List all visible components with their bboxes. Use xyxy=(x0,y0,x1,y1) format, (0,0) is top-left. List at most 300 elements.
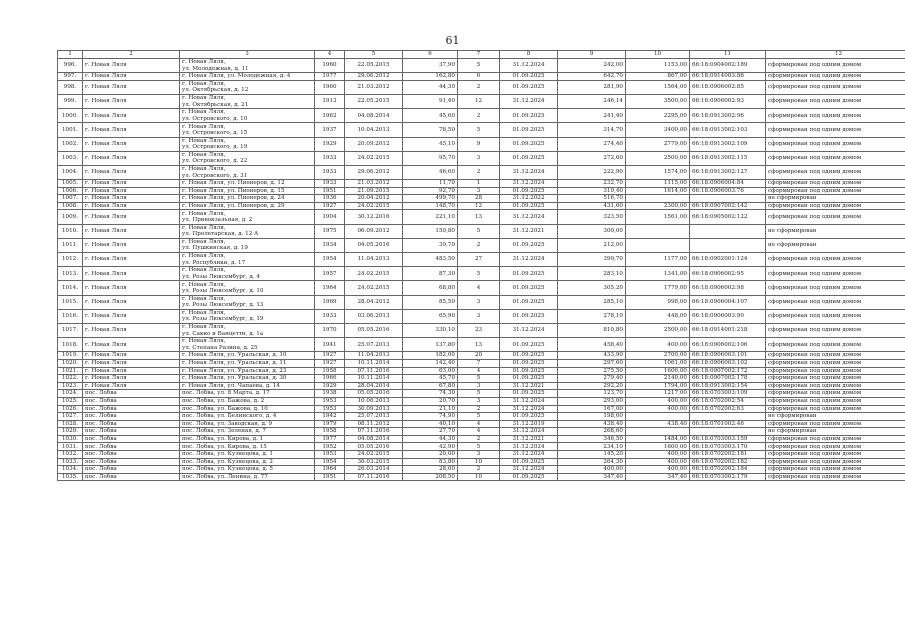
deadline-cell: 31.12.2024 xyxy=(500,451,558,459)
row-number-cell: 1023. xyxy=(58,382,83,390)
status-cell: не сформирован xyxy=(766,428,905,436)
value-1-cell: 242,00 xyxy=(558,59,626,73)
locality-cell: пос. Лобва xyxy=(83,397,180,405)
area-cell: 68,80 xyxy=(403,281,458,295)
area-cell: 148,70 xyxy=(403,202,458,210)
area-cell: 142,40 xyxy=(403,359,458,367)
cadastral-number-cell: 66:18:0906002:85 xyxy=(690,80,766,94)
value-2-cell: 1177,00 xyxy=(626,253,690,267)
address-line: г. Новая Ляля, xyxy=(182,224,226,231)
deadline-cell: 01.09.2025 xyxy=(500,123,558,137)
deadline-cell: 01.09.2025 xyxy=(500,267,558,281)
date-cell: 20.04.2012 xyxy=(345,195,403,203)
date-cell: 21.03.2012 xyxy=(345,180,403,188)
build-year-cell: 1951 xyxy=(315,187,345,195)
cadastral-number-cell xyxy=(690,224,766,238)
area-cell: 11,70 xyxy=(403,180,458,188)
status-cell: сформирован под одним домом xyxy=(766,109,905,123)
deadline-cell: 01.09.2025 xyxy=(500,295,558,309)
build-year-cell: 1958 xyxy=(315,428,345,436)
status-cell: сформирован под одним домом xyxy=(766,382,905,390)
value-2-cell: 1217,00 xyxy=(626,390,690,398)
address-cell xyxy=(180,435,315,443)
address-line: ул. Пролетарская, д. 12 А xyxy=(182,231,259,238)
build-year-cell: 1964 xyxy=(315,281,345,295)
address-line: г. Новая Ляля, ул. Пионеров, д. 29 xyxy=(182,202,285,209)
area-cell: 221,10 xyxy=(403,210,458,224)
build-year-cell: 1979 xyxy=(315,420,345,428)
locality-cell: пос. Лобва xyxy=(83,435,180,443)
column-number-row xyxy=(58,51,905,59)
count-cell: 2 xyxy=(458,80,500,94)
value-1-cell: 246,14 xyxy=(558,94,626,108)
address-cell xyxy=(180,367,315,375)
count-cell: 13 xyxy=(458,210,500,224)
deadline-cell: 31.12.2024 xyxy=(500,180,558,188)
deadline-cell: 31.12.2024 xyxy=(500,210,558,224)
date-cell: 24.02.2015 xyxy=(345,202,403,210)
table-row xyxy=(58,466,905,474)
address-line: г. Новая Ляля, xyxy=(182,123,226,130)
table-row xyxy=(58,109,905,123)
row-number-cell: 1009. xyxy=(58,210,83,224)
locality-cell: г. Новая Ляля xyxy=(83,73,180,81)
value-1-cell: 347,40 xyxy=(558,473,626,481)
count-cell: 3 xyxy=(458,309,500,323)
table-row xyxy=(58,295,905,309)
table-row xyxy=(58,238,905,252)
address-cell xyxy=(180,323,315,337)
value-1-cell: 319,40 xyxy=(558,187,626,195)
cadastral-number-cell: 66:18:0906002:93 xyxy=(690,94,766,108)
locality-cell: г. Новая Ляля xyxy=(83,267,180,281)
cadastral-number-cell: 66:18:0906003:101 xyxy=(690,352,766,360)
table-row xyxy=(58,435,905,443)
area-cell: 162,80 xyxy=(403,73,458,81)
date-cell: 30.12.2016 xyxy=(345,210,403,224)
status-cell: сформирован под одним домом xyxy=(766,59,905,73)
status-cell: сформирован под одним домом xyxy=(766,295,905,309)
locality-cell: г. Новая Ляля xyxy=(83,253,180,267)
column-header: 12 xyxy=(766,51,905,59)
row-number-cell: 1035. xyxy=(58,473,83,481)
date-cell: 20.09.2012 xyxy=(345,137,403,151)
status-cell: сформирован под одним домом xyxy=(766,451,905,459)
count-cell: 28 xyxy=(458,195,500,203)
value-1-cell: 346,50 xyxy=(558,435,626,443)
deadline-cell: 01.09.2025 xyxy=(500,73,558,81)
date-cell: 21.09.2015 xyxy=(345,187,403,195)
build-year-cell: 1929 xyxy=(315,382,345,390)
count-cell: 3 xyxy=(458,451,500,459)
address-cell xyxy=(180,73,315,81)
row-number-cell: 1029. xyxy=(58,428,83,436)
status-cell: сформирован под одним домом xyxy=(766,466,905,474)
count-cell: 5 xyxy=(458,123,500,137)
column-header: 8 xyxy=(500,51,558,59)
deadline-cell: 01.09.2025 xyxy=(500,375,558,383)
status-cell: сформирован под одним домом xyxy=(766,137,905,151)
status-cell: сформирован под одним домом xyxy=(766,80,905,94)
row-number-cell: 1006. xyxy=(58,187,83,195)
table-row xyxy=(58,59,905,73)
value-1-cell: 292,20 xyxy=(558,382,626,390)
date-cell: 08.11.2012 xyxy=(345,420,403,428)
build-year-cell: 1927 xyxy=(315,202,345,210)
address-line: г. Новая Ляля, ул. Пионеров, д. 24 xyxy=(182,195,285,202)
address-cell xyxy=(180,224,315,238)
status-cell: сформирован под одним домом xyxy=(766,473,905,481)
area-cell: 63,00 xyxy=(403,367,458,375)
value-2-cell: 2500,00 xyxy=(626,323,690,337)
count-cell: 5 xyxy=(458,443,500,451)
row-number-cell: 1000. xyxy=(58,109,83,123)
address-cell xyxy=(180,420,315,428)
address-line: г. Новая Ляля, ул. Молодежная, д. 4 xyxy=(182,73,291,80)
address-cell xyxy=(180,80,315,94)
build-year-cell: 1927 xyxy=(315,359,345,367)
value-2-cell: 3500,00 xyxy=(626,94,690,108)
deadline-cell: 01.09.2025 xyxy=(500,309,558,323)
locality-cell: г. Новая Ляля xyxy=(83,367,180,375)
address-line: г. Новая Ляля, ул. Уральская, д. 11 xyxy=(182,360,287,367)
date-cell: 25.07.2013 xyxy=(345,338,403,352)
value-1-cell: 264,30 xyxy=(558,458,626,466)
value-1-cell: 438,40 xyxy=(558,420,626,428)
address-line: ул. Розы Люксембург, д. 19 xyxy=(182,316,264,323)
locality-cell: пос. Лобва xyxy=(83,405,180,413)
locality-cell: пос. Лобва xyxy=(83,428,180,436)
value-1-cell: 222,90 xyxy=(558,165,626,179)
deadline-cell: 01.09.2025 xyxy=(500,458,558,466)
count-cell: 7 xyxy=(458,359,500,367)
status-cell: сформирован под одним домом xyxy=(766,323,905,337)
status-cell: не сформирован xyxy=(766,238,905,252)
status-cell: сформирован под одним домом xyxy=(766,352,905,360)
count-cell: 2 xyxy=(458,435,500,443)
address-line: пос. Лобва, ул. Бажова, д. 2 xyxy=(182,398,265,404)
build-year-cell: 1957 xyxy=(315,267,345,281)
address-line: г. Новая Ляля, xyxy=(182,59,226,66)
locality-cell: пос. Лобва xyxy=(83,390,180,398)
status-cell: сформирован под одним домом xyxy=(766,397,905,405)
housing-register-table xyxy=(57,50,905,481)
address-line: г. Новая Ляля, xyxy=(182,239,226,246)
address-line: ул. Молодежная, д. 11 xyxy=(182,65,249,72)
address-line: ул. Островского, д. 19 xyxy=(182,144,248,151)
value-1-cell: 323,50 xyxy=(558,210,626,224)
build-year-cell: 1964 xyxy=(315,466,345,474)
date-cell: 24.02.2015 xyxy=(345,267,403,281)
build-year-cell: 1904 xyxy=(315,210,345,224)
status-cell: сформирован под одним домом xyxy=(766,180,905,188)
cadastral-number-cell: 66:18:0907002:142 xyxy=(690,202,766,210)
status-cell: сформирован под одним домом xyxy=(766,73,905,81)
table-row xyxy=(58,137,905,151)
locality-cell: г. Новая Ляля xyxy=(83,375,180,383)
column-header: 6 xyxy=(403,51,458,59)
column-header: 10 xyxy=(626,51,690,59)
value-1-cell: 275,50 xyxy=(558,367,626,375)
address-cell xyxy=(180,466,315,474)
address-line: ул. Республики, д. 17 xyxy=(182,259,246,266)
row-number-cell: 1007. xyxy=(58,195,83,203)
row-number-cell: 997. xyxy=(58,73,83,81)
locality-cell: г. Новая Ляля xyxy=(83,323,180,337)
deadline-cell: 31.12.2024 xyxy=(500,443,558,451)
address-line: пос. Лобва, ул. Ленина, д. 77 xyxy=(182,473,268,480)
value-1-cell: 297,60 xyxy=(558,359,626,367)
address-line: г. Новая Ляля, ул. Уральская, д. 10 xyxy=(182,352,287,359)
address-line: г. Новая Ляля, ул. Уральская, д. 23 xyxy=(182,367,287,374)
count-cell: 20 xyxy=(458,352,500,360)
table-row xyxy=(58,281,905,295)
cadastral-number-cell: 66:18:0906003:76 xyxy=(690,187,766,195)
deadline-cell: 01.09.2025 xyxy=(500,413,558,421)
locality-cell: г. Новая Ляля xyxy=(83,238,180,252)
address-line: г. Новая Ляля, ул. Пионеров, д. 15 xyxy=(182,187,285,194)
status-cell: сформирован под одним домом xyxy=(766,443,905,451)
value-1-cell: 167,00 xyxy=(558,405,626,413)
table-row xyxy=(58,123,905,137)
area-cell: 330,10 xyxy=(403,323,458,337)
page-number: 61 xyxy=(445,34,460,47)
cadastral-number-cell: 66:18:0906003:90 xyxy=(690,309,766,323)
address-cell xyxy=(180,428,315,436)
date-cell: 07.11.2016 xyxy=(345,473,403,481)
value-2-cell: 1606,00 xyxy=(626,367,690,375)
address-cell xyxy=(180,338,315,352)
value-1-cell: 458,40 xyxy=(558,338,626,352)
address-line: ул. Розы Люксембург, д. 10 xyxy=(182,288,264,294)
build-year-cell: 1975 xyxy=(315,224,345,238)
status-cell: сформирован под одним домом xyxy=(766,187,905,195)
deadline-cell: 31.12.2024 xyxy=(500,405,558,413)
area-cell: 37,90 xyxy=(403,59,458,73)
address-cell xyxy=(180,202,315,210)
status-cell: сформирован под одним домом xyxy=(766,309,905,323)
area-cell: 91,40 xyxy=(403,94,458,108)
cadastral-number-cell: 66:18:0907002:178 xyxy=(690,375,766,383)
deadline-cell: 31.12.2024 xyxy=(500,428,558,436)
address-line: ул. Пушкинская, д. 19 xyxy=(182,245,248,252)
value-2-cell: 1564,00 xyxy=(626,80,690,94)
status-cell: сформирован под одним домом xyxy=(766,123,905,137)
count-cell: 27 xyxy=(458,253,500,267)
locality-cell: г. Новая Ляля xyxy=(83,359,180,367)
address-cell xyxy=(180,253,315,267)
address-cell xyxy=(180,59,315,73)
column-header: 4 xyxy=(315,51,345,59)
row-number-cell: 1002. xyxy=(58,137,83,151)
value-1-cell: 279,40 xyxy=(558,375,626,383)
row-number-cell: 1032. xyxy=(58,451,83,459)
locality-cell: г. Новая Ляля xyxy=(83,123,180,137)
table-body xyxy=(58,59,905,481)
table-row xyxy=(58,352,905,360)
locality-cell: пос. Лобва xyxy=(83,451,180,459)
build-year-cell: 1933 xyxy=(315,151,345,165)
row-number-cell: 996. xyxy=(58,59,83,73)
cadastral-number-cell: 66:18:0913002:109 xyxy=(690,137,766,151)
build-year-cell: 1933 xyxy=(315,165,345,179)
table-row xyxy=(58,210,905,224)
value-2-cell: 1600,00 xyxy=(626,443,690,451)
row-number-cell: 1013. xyxy=(58,267,83,281)
value-2-cell: 867,00 xyxy=(626,73,690,81)
address-line: ул. Сакко и Ванцетти, д. 1а xyxy=(182,330,264,337)
value-1-cell: 268,60 xyxy=(558,428,626,436)
date-cell: 28.04.2012 xyxy=(345,295,403,309)
count-cell: 5 xyxy=(458,267,500,281)
locality-cell: пос. Лобва xyxy=(83,413,180,421)
address-line: пос. Лобва, ул. Кузнецова, д. 1 xyxy=(182,451,273,458)
cadastral-number-cell: 66:18:0906003:102 xyxy=(690,359,766,367)
area-cell: 39,70 xyxy=(403,238,458,252)
row-number-cell: 1026. xyxy=(58,405,83,413)
address-cell xyxy=(180,238,315,252)
locality-cell: г. Новая Ляля xyxy=(83,224,180,238)
deadline-cell: 01.09.2025 xyxy=(500,352,558,360)
status-cell: сформирован под одним домом xyxy=(766,390,905,398)
date-cell: 24.02.2015 xyxy=(345,451,403,459)
date-cell: 29.06.2012 xyxy=(345,165,403,179)
address-line: пос. Лобва, ул. 8 Марта, д. 17 xyxy=(182,390,270,397)
locality-cell: г. Новая Ляля xyxy=(83,295,180,309)
build-year-cell: 1970 xyxy=(315,323,345,337)
value-2-cell: 2140,00 xyxy=(626,375,690,383)
locality-cell: г. Новая Ляля xyxy=(83,195,180,203)
cadastral-number-cell: 66:18:0702002:182 xyxy=(690,458,766,466)
value-2-cell: 1794,00 xyxy=(626,382,690,390)
build-year-cell: 1960 xyxy=(315,80,345,94)
build-year-cell: 1936 xyxy=(315,195,345,203)
address-line: г. Новая Ляля, xyxy=(182,253,226,260)
date-cell: 05.05.2016 xyxy=(345,390,403,398)
deadline-cell: 01.09.2025 xyxy=(500,238,558,252)
address-line: г. Новая Ляля, ул. Уральская, д. 30 xyxy=(182,375,287,382)
value-2-cell: 1153,00 xyxy=(626,59,690,73)
build-year-cell: 1954 xyxy=(315,458,345,466)
cadastral-number-cell: 66:18:0703002:179 xyxy=(690,473,766,481)
status-cell: сформирован под одним домом xyxy=(766,202,905,210)
value-1-cell: 241,40 xyxy=(558,109,626,123)
cadastral-number-cell xyxy=(690,195,766,203)
row-number-cell: 1004. xyxy=(58,165,83,179)
row-number-cell: 1016. xyxy=(58,309,83,323)
value-1-cell: 305,20 xyxy=(558,281,626,295)
address-cell xyxy=(180,413,315,421)
address-line: г. Новая Ляля, xyxy=(182,109,226,116)
status-cell: сформирован под одним домом xyxy=(766,405,905,413)
row-number-cell: 1031. xyxy=(58,443,83,451)
value-2-cell: 1484,00 xyxy=(626,435,690,443)
address-cell xyxy=(180,451,315,459)
address-line: ул. Розы Люксембург, д. 4 xyxy=(182,273,260,280)
value-2-cell: 1779,00 xyxy=(626,281,690,295)
address-cell xyxy=(180,137,315,151)
count-cell: 2 xyxy=(458,109,500,123)
count-cell: 9 xyxy=(458,137,500,151)
value-2-cell: 1614,00 xyxy=(626,187,690,195)
deadline-cell: 31.12.2021 xyxy=(500,435,558,443)
area-cell: 45,10 xyxy=(403,137,458,151)
table-row xyxy=(58,390,905,398)
cadastral-number-cell: 66:18:0906002:95 xyxy=(690,267,766,281)
status-cell: сформирован под одним домом xyxy=(766,253,905,267)
deadline-cell: 01.09.2025 xyxy=(500,359,558,367)
area-cell: 85,50 xyxy=(403,295,458,309)
row-number-cell: 1005. xyxy=(58,180,83,188)
value-1-cell: 274,40 xyxy=(558,137,626,151)
cadastral-number-cell: 66:18:0907002:172 xyxy=(690,367,766,375)
address-cell xyxy=(180,473,315,481)
column-header: 1 xyxy=(58,51,83,59)
cadastral-number-cell: 66:18:0913002:154 xyxy=(690,382,766,390)
address-cell xyxy=(180,267,315,281)
locality-cell: г. Новая Ляля xyxy=(83,109,180,123)
locality-cell: г. Новая Ляля xyxy=(83,352,180,360)
build-year-cell: 1954 xyxy=(315,253,345,267)
value-1-cell: 278,10 xyxy=(558,309,626,323)
status-cell: сформирован под одним домом xyxy=(766,435,905,443)
address-line: г. Новая Ляля, ул. Чапаева, д. 14 xyxy=(182,382,280,389)
build-year-cell: 1953 xyxy=(315,397,345,405)
address-line: ул. Островского, д. 22 xyxy=(182,158,248,165)
locality-cell: пос. Лобва xyxy=(83,443,180,451)
cadastral-number-cell xyxy=(690,428,766,436)
area-cell: 208,50 xyxy=(403,473,458,481)
deadline-cell: 01.09.2025 xyxy=(500,390,558,398)
area-cell: 74,90 xyxy=(403,413,458,421)
count-cell: 2 xyxy=(458,238,500,252)
row-number-cell: 1001. xyxy=(58,123,83,137)
deadline-cell: 31.12.2024 xyxy=(500,466,558,474)
address-cell xyxy=(180,165,315,179)
count-cell: 5 xyxy=(458,390,500,398)
area-cell: 74,30 xyxy=(403,390,458,398)
deadline-cell: 31.12.2024 xyxy=(500,253,558,267)
date-cell: 21.03.2012 xyxy=(345,80,403,94)
cadastral-number-cell: 66:18:0906004:84 xyxy=(690,180,766,188)
address-line: пос. Лобва, ул. Кузнецова, д. 5 xyxy=(182,466,273,473)
date-cell: 03.06.2013 xyxy=(345,309,403,323)
status-cell: сформирован под одним домом xyxy=(766,281,905,295)
count-cell: 3 xyxy=(458,295,500,309)
column-header: 11 xyxy=(690,51,766,59)
status-cell: не сформирован xyxy=(766,195,905,203)
build-year-cell: 1929 xyxy=(315,137,345,151)
count-cell: 5 xyxy=(458,224,500,238)
column-header: 5 xyxy=(345,51,403,59)
address-line: ул. Островского, д. 31 xyxy=(182,172,248,179)
row-number-cell: 1018. xyxy=(58,338,83,352)
count-cell: 10 xyxy=(458,458,500,466)
address-line: г. Новая Ляля, xyxy=(182,324,226,331)
count-cell: 4 xyxy=(458,420,500,428)
deadline-cell: 31.12.2022 xyxy=(500,195,558,203)
locality-cell: г. Новая Ляля xyxy=(83,210,180,224)
date-cell: 07.11.2016 xyxy=(345,428,403,436)
address-line: г. Новая Ляля, xyxy=(182,151,226,158)
value-2-cell: 2500,00 xyxy=(626,151,690,165)
build-year-cell: 1969 xyxy=(315,295,345,309)
locality-cell: г. Новая Ляля xyxy=(83,137,180,151)
address-cell xyxy=(180,195,315,203)
date-cell: 06.09.2012 xyxy=(345,224,403,238)
value-1-cell: 516,70 xyxy=(558,195,626,203)
deadline-cell: 31.12.2024 xyxy=(500,165,558,179)
